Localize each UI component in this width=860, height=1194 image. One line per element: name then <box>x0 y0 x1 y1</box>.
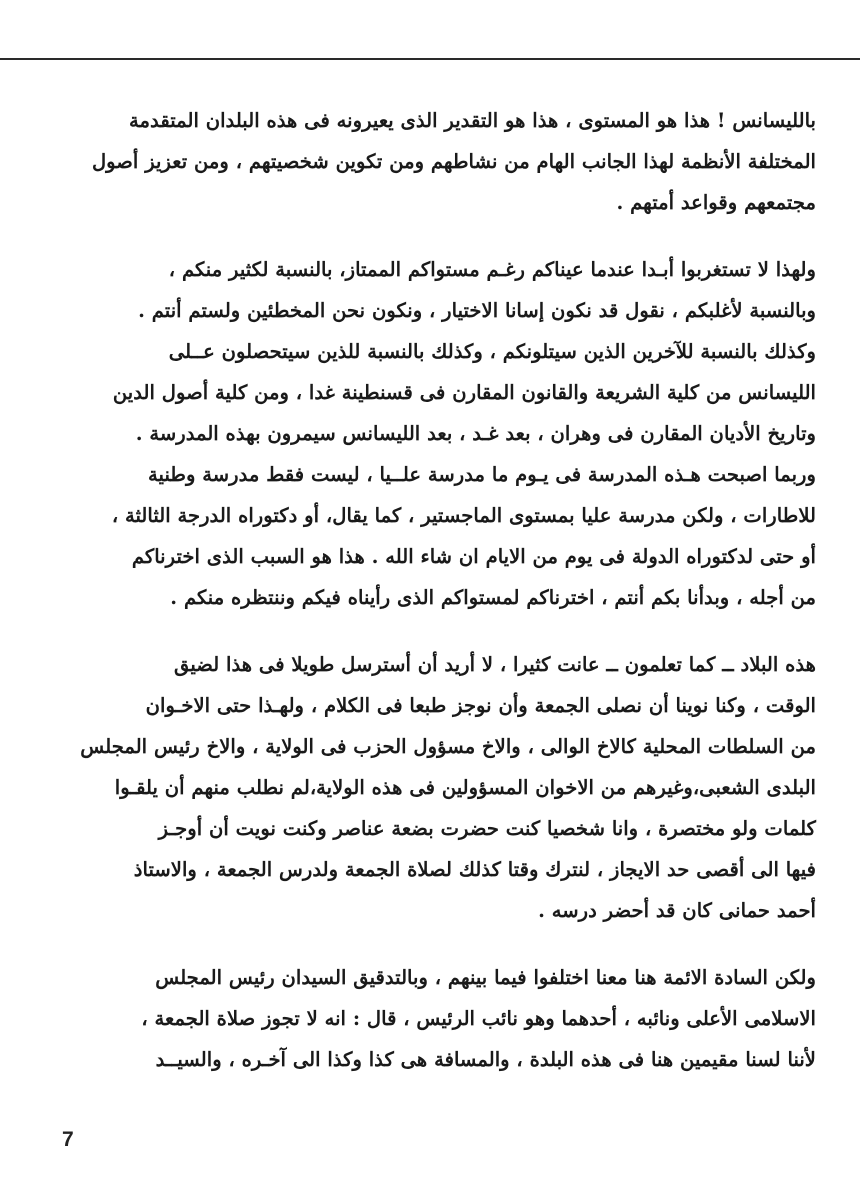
text-line: كلمات ولو مختصرة ، وانا شخصيا كنت حضرت بضعة عناصر وكنت نويت أن أوجـز <box>158 817 816 840</box>
text-line: مجتمعهم وقواعد أمتهم . <box>616 191 816 214</box>
text-line: البلدى الشعبى،وغيرهم من الاخوان المسؤولين فى هذه الولاية،لم نطلب منهم أن يلقـوا <box>114 776 816 799</box>
paragraph-2 <box>56 249 816 618</box>
text-line: أحمد حمانى كان قد أحضر درسه . <box>538 899 816 922</box>
text-line: من أجله ، وبدأنا بكم أنتم ، اخترناكم لمستواكم الذى رأيناه فيكم وننتظره منكم . <box>170 586 816 609</box>
text-line: الاسلامى الأعلى ونائبه ، أحدهما وهو نائب الرئيس ، قال : انه لا تجوز صلاة الجمعة ، <box>141 1007 816 1030</box>
text-line: المختلفة الأنظمة لهذا الجانب الهام من نشاطهم ومن تكوين شخصيتهم ، ومن تعزيز أصول <box>91 150 816 173</box>
header-rule <box>0 58 860 60</box>
paragraph-3 <box>56 644 816 931</box>
text-line: لأننا لسنا مقيمين هنا فى هذه البلدة ، والمسافة هى كذا وكذا الى آخـره ، والسيــد <box>155 1048 816 1071</box>
text-line: فيها الى أقصى حد الايجاز ، لنترك وقتا كذلك لصلاة الجمعة ولدرس الجمعة ، والاستاذ <box>133 858 816 881</box>
text-line: أو حتى لدكتوراه الدولة فى يوم من الايام ان شاء الله . هذا هو السبب الذى اخترناكم <box>131 545 816 568</box>
text-line: من السلطات المحلية كالاخ الوالى ، والاخ مسؤول الحزب فى الولاية ، والاخ رئيس المجلس <box>80 735 816 758</box>
paragraph-1 <box>56 100 816 223</box>
text-line: وبالنسبة لأغلبكم ، نقول قد نكون إسانا الاختيار ، ونكون نحن المخطئين ولستم أنتم . <box>138 299 816 322</box>
text-line: ولكن السادة الائمة هنا معنا اختلفوا فيما بينهم ، وبالتدقيق السيدان رئيس المجلس <box>155 966 816 989</box>
text-line: الليسانس من كلية الشريعة والقانون المقارن فى قسنطينة غدا ، ومن كلية أصول الدين <box>112 381 816 404</box>
text-line: وربما اصبحت هـذه المدرسة فى يـوم ما مدرسة علــيا ، ليست فقط مدرسة وطنية <box>148 463 816 486</box>
text-line: وتاريخ الأديان المقارن فى وهران ، بعد غـد ، بعد الليسانس سيمرون بهذه المدرسة . <box>135 422 816 445</box>
text-line: هذه البلاد ــ كما تعلمون ــ عانت كثيرا ، لا أريد أن أسترسل طويلا فى هذا لضيق <box>173 653 816 676</box>
text-line: ولهذا لا تستغربوا أبـدا عندما عيناكم رغـم مستواكم الممتاز، بالنسبة لكثير منكم ، <box>168 258 816 281</box>
text-line: بالليسانس ! هذا هو المستوى ، هذا هو التقدير الذى يعيرونه فى هذه البلدان المتقدمة <box>129 109 816 132</box>
text-line: وكذلك بالنسبة للآخرين الذين سيتلونكم ، وكذلك بالنسبة للذين سيتحصلون عــلى <box>168 340 816 363</box>
paragraph-4 <box>56 957 816 1080</box>
text-line: للاطارات ، ولكن مدرسة عليا بمستوى الماجستير ، كما يقال، أو دكتوراه الدرجة الثالثة ، <box>111 504 816 527</box>
page-number: 7 <box>62 1128 74 1151</box>
text-line: الوقت ، وكنا نوينا أن نصلى الجمعة وأن نوجز طبعا فى الكلام ، ولهـذا حتى الاخـوان <box>145 694 816 717</box>
page-body <box>56 100 816 1080</box>
